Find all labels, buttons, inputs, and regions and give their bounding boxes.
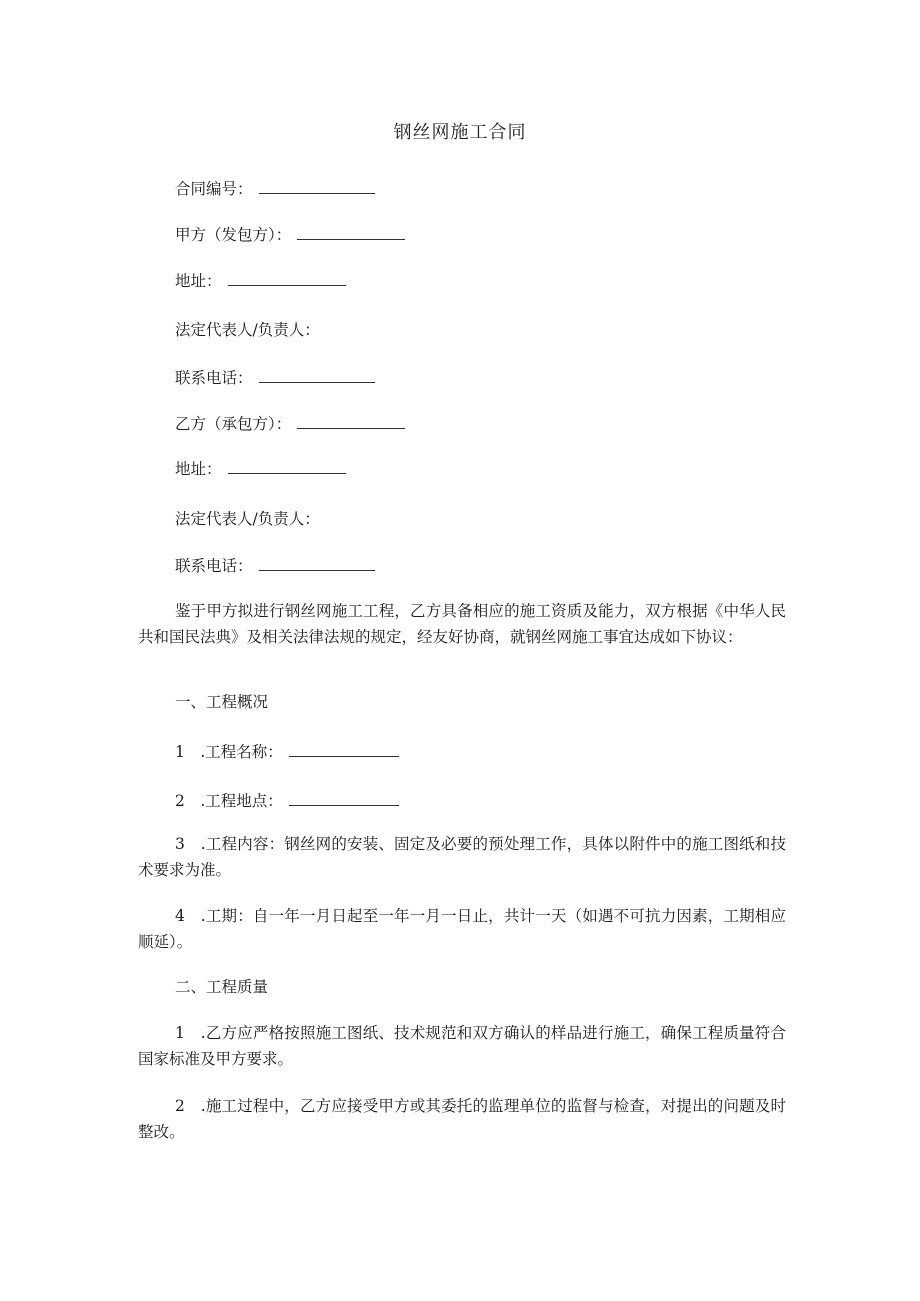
party-a-address-field: [175, 269, 346, 292]
project-name-blank: [289, 740, 399, 757]
quality-item-1-paragraph: 1 .乙方应严格按照施工图纸、技术规范和双方确认的样品进行施工，确保工程质量符合国家标准及甲方要求。: [138, 1024, 786, 1068]
quality-item-2-paragraph: 2 .施工过程中，乙方应接受甲方或其委托的监理单位的监督与检查，对提出的问题及时整改。: [138, 1097, 786, 1141]
party-b-phone-field: [175, 554, 375, 577]
party-a-representative-field: [175, 319, 320, 341]
party-b-representative-label: 法定代表人/负责人：: [175, 510, 320, 528]
party-b-address-label: 地址：: [175, 460, 222, 478]
party-b-phone-blank: [259, 554, 375, 571]
party-b-address-field: [175, 457, 346, 480]
party-b-blank: [297, 412, 405, 429]
contract-number-label: 合同编号：: [175, 180, 253, 198]
project-name-label: 1 .工程名称：: [175, 743, 283, 761]
party-b-address-blank: [228, 457, 346, 474]
project-location-blank: [289, 789, 399, 806]
party-a-address-blank: [228, 269, 346, 286]
contract-number-blank: [259, 177, 375, 194]
party-a-label: 甲方（发包方）：: [175, 226, 292, 244]
party-b-phone-label: 联系电话：: [175, 557, 253, 575]
project-location-label: 2 .工程地点：: [175, 792, 283, 810]
party-a-phone-blank: [259, 366, 375, 383]
project-content-paragraph: 3 .工程内容：钢丝网的安装、固定及必要的预处理工作，具体以附件中的施工图纸和技术要求为准。: [138, 835, 786, 879]
party-b-representative-field: [175, 508, 320, 530]
party-a-phone-field: [175, 366, 375, 389]
project-location-field: [175, 789, 399, 812]
project-duration-paragraph: 4 .工期：自一年一月日起至一年一月一日止，共计一天（如遇不可抗力因素，工期相应顺延）。: [138, 907, 786, 951]
project-name-field: [175, 740, 399, 763]
party-a-phone-label: 联系电话：: [175, 369, 253, 387]
party-b-label: 乙方（承包方）：: [175, 415, 292, 433]
party-a-address-label: 地址：: [175, 272, 222, 290]
party-b-field: [175, 412, 405, 435]
party-a-representative-label: 法定代表人/负责人：: [175, 321, 320, 339]
party-a-field: [175, 223, 405, 246]
preamble-paragraph: 鉴于甲方拟进行钢丝网施工工程，乙方具备相应的施工资质及能力，双方根据《中华人民共和国民法典》及相关法律法规的规定，经友好协商，就钢丝网施工事宜达成如下协议：: [138, 602, 786, 646]
document-title: 钢丝网施工合同: [393, 122, 527, 143]
section-2-heading: 二、工程质量: [175, 978, 269, 996]
contract-number-field: [175, 177, 375, 200]
party-a-blank: [297, 223, 405, 240]
section-1-heading: 一、工程概况: [175, 693, 269, 711]
